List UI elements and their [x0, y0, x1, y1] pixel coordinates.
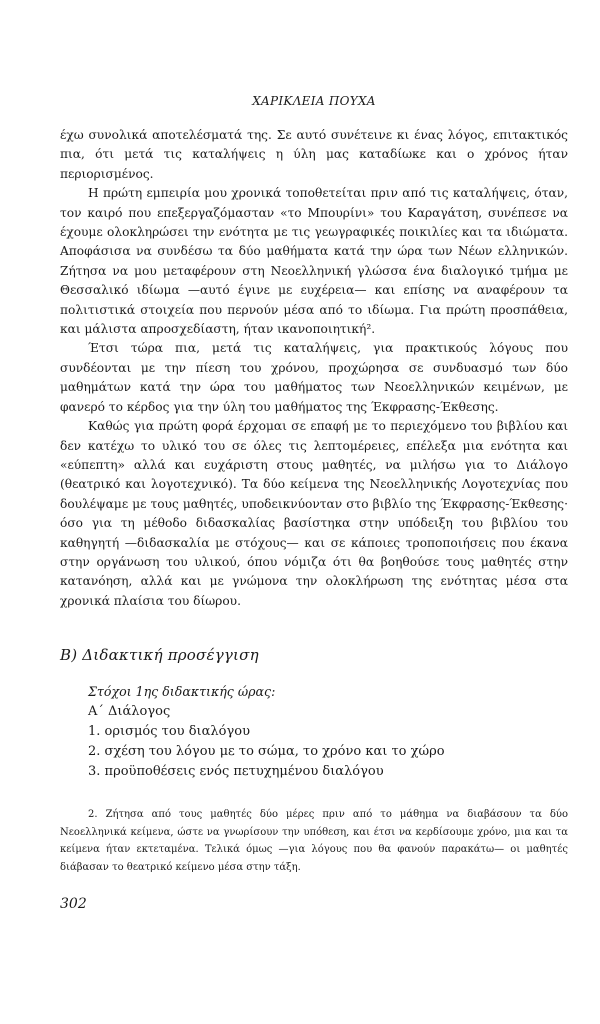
page-number: 302: [60, 896, 87, 912]
book-page: [60, 0, 568, 1024]
objective-item: 3. προϋποθέσεις ενός πετυχημένου διαλόγου: [88, 764, 384, 779]
running-head: ΧΑΡΙΚΛΕΙΑ ΠΟΥΧΑ: [252, 94, 376, 108]
footnote: [60, 806, 568, 876]
objectives-title: Στόχοι 1ης διδακτικής ώρας:: [88, 684, 276, 699]
objectives-block: [88, 682, 568, 782]
paragraph: Καθώς για πρώτη φορά έρχομαι σε επαφή με το περιεχόμενο του βιβλίου και δεν κατέχω το υλικό του σε όλες τις λεπτομέρειες, επέλεξα μια ενότητα και «εύπεπτη» αλλά και ευχάριστη στους μαθητές, να μιλήσω για το Διάλογο (θεατρικό και λογοτεχνικό). Τα δύο κείμενα της Νεοελληνικής Λογοτεχνίας που δουλέψαμε με τους μαθητές, υποδεικνύονταν στο βιβλίο της Έκφρασης-Έκθεσης· όσο για τη μέθοδο διδασκαλίας βασίστηκα στην υπόδειξη του βιβλίου του καθηγητή —διδασκαλία με στόχους— και σε κάποιες τροποποιήσεις που έκανα στην οργάνωση του υλικού, όπου νόμιζα ότι θα βοηθούσε τους μαθητές στην κατανόηση, αλλά και με γνώμονα την ολοκλήρωση της ενότητας μέσα στα χρονικά πλαίσια του δίωρου.: [60, 419, 568, 608]
paragraph-continuation: έχω συνολικά αποτελέσματά της. Σε αυτό συνέτεινε κι ένας λόγος, επιτακτικός πια, ότι μετά τις καταλήψεις η ύλη μας καταδίωκε και ο χρόνος ήταν περιορισμένος.: [60, 128, 568, 181]
paragraph: Η πρώτη εμπειρία μου χρονικά τοποθετείται πριν από τις καταλήψεις, όταν, τον καιρό που επεξεργαζόμασταν «το Μπουρίνι» του Καραγάτση, συνέπεσε να έχουμε ολοκληρώσει την ενότητα με τις γεωγραφικές ποικιλίες και τα ιδιώματα. Αποφάσισα να συνδέσω τα δύο μαθήματα κατά την ώρα των Νέων ελληνικών. Ζήτησα να μου μεταφέρουν στη Νεοελληνική γλώσσα ένα διαλογικό τμήμα με Θεσσαλικό ιδίωμα —αυτό έγινε με ευχέρεια— και επίσης να αναφέρουν τα πολιτιστικά στοιχεία που περνούν μέσα από το ιδίωμα. Για πρώτη προσπάθεια, και μάλιστα απροσχεδίαστη, ήταν ικανοποιητική².: [60, 186, 568, 337]
paragraph: Έτσι τώρα πια, μετά τις καταλήψεις, για πρακτικούς λόγους που συνδέονται με την πίεση του χρόνου, προχώρησα σε συνδυασμό των δύο μαθημάτων κατά την ώρα του μαθήματος των Νεοελληνικών κειμένων, με φανερό το κέρδος για την ύλη του μαθήματος της Έκφρασης-Έκθεσης.: [60, 341, 568, 414]
section-heading: Β) Διδακτική προσέγγιση: [60, 646, 259, 664]
objectives-subtitle: Α΄ Διάλογος: [88, 704, 171, 719]
objective-item: 1. ορισμός του διαλόγου: [88, 724, 250, 739]
footnote-text: 2. Ζήτησα από τους μαθητές δύο μέρες πριν από το μάθημα να διαβάσουν τα δύο Νεοελληνικά κείμενα, ώστε να γνωρίσουν την υπόθεση, και έτσι να κερδίσουμε χρόνο, μια και τα κείμενα ήταν εκτεταμένα. Τελικά όμως —για λόγους που θα φανούν παρακάτω— οι μαθητές διάβασαν το θεατρικό κείμενο μέσα στην τάξη.: [60, 809, 568, 873]
body-text: [60, 126, 568, 611]
objective-item: 2. σχέση του λόγου με το σώμα, το χρόνο και το χώρο: [88, 744, 445, 759]
